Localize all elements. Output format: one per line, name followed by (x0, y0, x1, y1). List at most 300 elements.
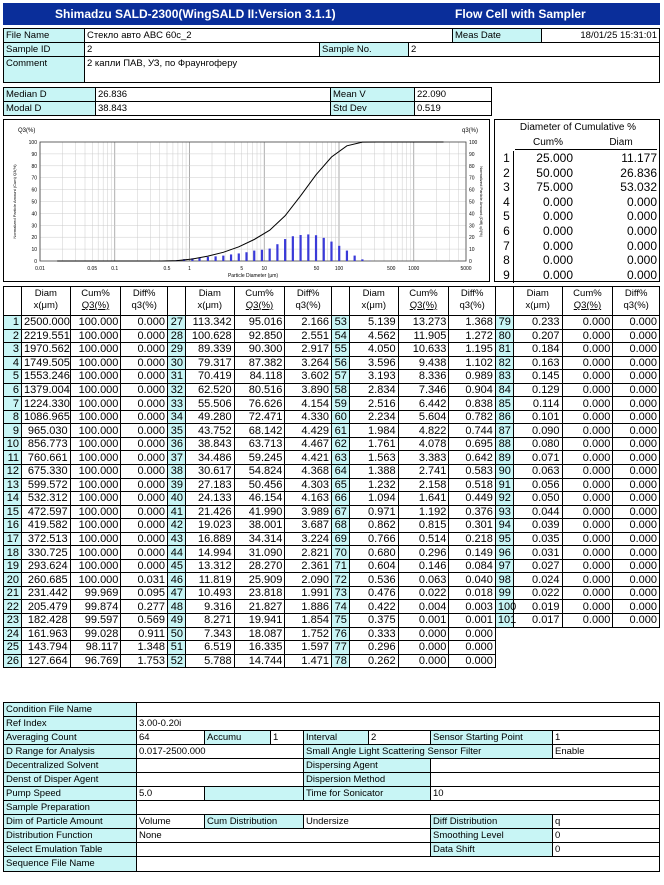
header-index-cell (495, 287, 513, 316)
row-differential: 4.303 (285, 478, 332, 492)
header-cum-label: Cum% (573, 288, 602, 299)
row-diameter: 27.183 (185, 478, 234, 492)
row-differential: 0.000 (613, 356, 660, 370)
row-index: 82 (495, 356, 513, 370)
cum-row-diameter: 0.000 (626, 253, 657, 268)
row-diameter: 0.233 (513, 316, 562, 330)
row-diameter: 675.330 (21, 465, 70, 479)
row-cumulative: 19.941 (234, 614, 285, 628)
row-differential: 0.000 (121, 478, 168, 492)
row-differential: 0.000 (613, 465, 660, 479)
header-diff-unit: q3(%) (295, 300, 321, 311)
row-diameter: 0.031 (513, 546, 562, 560)
row-cumulative: 6.442 (398, 397, 449, 411)
header-diff (121, 287, 168, 316)
cum-row-diameter: 11.177 (621, 151, 657, 165)
row-differential: 2.361 (285, 559, 332, 573)
d-range-label: D Range for Analysis (3, 744, 137, 759)
row-index: 97 (495, 559, 513, 573)
table-row (4, 505, 660, 519)
row-index: 54 (331, 329, 349, 343)
row-differential: 0.000 (613, 410, 660, 424)
row-differential: 0.000 (121, 519, 168, 533)
diff-bar (307, 234, 309, 261)
interval-label: Interval (303, 730, 369, 745)
row-index: 31 (167, 370, 185, 384)
accumu-value: 1 (270, 730, 304, 745)
diff-bar (346, 251, 348, 261)
row-diameter: 0.114 (513, 397, 562, 411)
row-index: 91 (495, 478, 513, 492)
ref-index-label: Ref Index (3, 716, 137, 731)
row-diameter: 419.582 (21, 519, 70, 533)
row-diameter: 0.766 (349, 532, 398, 546)
x-tick-label: 50 (313, 266, 320, 272)
diff-bar (269, 249, 271, 261)
row-index: 74 (331, 600, 349, 614)
row-differential: 0.084 (449, 559, 496, 573)
condition-file-value (136, 702, 660, 717)
row-cumulative: 0.063 (398, 573, 449, 587)
row-diameter: 2.234 (349, 410, 398, 424)
header-cum (562, 287, 613, 316)
cum-row-index: 4 (500, 195, 514, 210)
table-row (4, 654, 660, 668)
file-name-label: File Name (3, 28, 85, 43)
row-index: 6 (4, 383, 22, 397)
row-cumulative: 100.000 (70, 451, 121, 465)
interval-value: 2 (368, 730, 431, 745)
row-diameter (513, 641, 562, 655)
row-index: 89 (495, 451, 513, 465)
row-differential: 1.368 (449, 316, 496, 330)
median-d-label: Median D (3, 87, 96, 102)
row-diameter: 0.184 (513, 343, 562, 357)
header-cum-label: Cum% (81, 288, 110, 299)
row-diameter: 205.479 (21, 600, 70, 614)
row-diameter: 0.071 (513, 451, 562, 465)
denst-value (136, 772, 304, 787)
y-tick-label-left: 100 (28, 140, 37, 146)
table-row (4, 478, 660, 492)
row-index: 53 (331, 316, 349, 330)
header-diff-label: Diff% (296, 288, 320, 299)
row-diameter: 0.080 (513, 437, 562, 451)
cum-row-percent: 75.000 (536, 180, 573, 195)
row-cumulative: 0.000 (562, 600, 613, 614)
row-index: 2 (4, 329, 22, 343)
row-index: 11 (4, 451, 22, 465)
row-differential: 4.368 (285, 465, 332, 479)
row-cumulative: 0.000 (398, 654, 449, 668)
row-diameter: 127.664 (21, 654, 70, 668)
row-cumulative: 100.000 (70, 505, 121, 519)
sample-no-value: 2 (408, 42, 660, 57)
row-differential: 0.000 (121, 343, 168, 357)
diff-bar (238, 253, 240, 261)
distribution-chart (3, 119, 490, 282)
modal-d-label: Modal D (3, 101, 96, 116)
row-cumulative: 1.641 (398, 492, 449, 506)
header-cum-unit: Q3(%) (573, 300, 602, 311)
std-dev-label: Std Dev (330, 101, 415, 116)
mean-v-value: 22.090 (414, 87, 492, 102)
row-index: 24 (4, 627, 22, 641)
row-cumulative: 92.850 (234, 329, 285, 343)
row-index: 9 (4, 424, 22, 438)
row-index: 83 (495, 370, 513, 384)
row-diameter: 100.628 (185, 329, 234, 343)
header-cum-label: Cum% (409, 288, 438, 299)
modal-d-value: 38.843 (95, 101, 331, 116)
row-diameter: 24.133 (185, 492, 234, 506)
y-tick-label-right: 30 (469, 223, 475, 230)
row-cumulative: 0.000 (562, 478, 613, 492)
row-index: 41 (167, 505, 185, 519)
row-index: 86 (495, 410, 513, 424)
row-diameter: 0.063 (513, 465, 562, 479)
row-diameter: 70.419 (185, 370, 234, 384)
row-differential: 0.000 (613, 519, 660, 533)
condition-file-label: Condition File Name (3, 702, 137, 717)
row-index: 79 (495, 316, 513, 330)
row-cumulative: 76.626 (234, 397, 285, 411)
row-cumulative: 68.142 (234, 424, 285, 438)
row-index: 16 (4, 519, 22, 533)
table-row (4, 437, 660, 451)
row-cumulative: 100.000 (70, 410, 121, 424)
row-diameter: 0.101 (513, 410, 562, 424)
row-differential: 0.000 (121, 546, 168, 560)
row-diameter: 0.129 (513, 383, 562, 397)
row-differential: 3.602 (285, 370, 332, 384)
cum-table-row (495, 151, 661, 166)
row-differential: 0.000 (613, 559, 660, 573)
y-tick-label-right: 70 (469, 175, 475, 182)
row-cumulative: 13.273 (398, 316, 449, 330)
diam-col-header: Diam (609, 137, 633, 148)
row-differential: 0.000 (613, 424, 660, 438)
cum-distribution-value: Undersize (303, 814, 431, 829)
x-tick-label: 5000 (460, 266, 472, 272)
diff-distribution-label: Diff Distribution (430, 814, 553, 829)
x-tick-label: 0.5 (163, 266, 171, 272)
row-diameter: 0.296 (349, 641, 398, 655)
row-diameter: 55.506 (185, 397, 234, 411)
diff-bar (354, 256, 356, 261)
row-differential: 0.000 (613, 329, 660, 343)
row-cumulative: 90.300 (234, 343, 285, 357)
table-row (4, 627, 660, 641)
sample-id-label: Sample ID (3, 42, 85, 57)
sample-no-label: Sample No. (319, 42, 409, 57)
row-differential: 2.821 (285, 546, 332, 560)
row-differential: 0.911 (121, 627, 168, 641)
row-diameter: 1970.562 (21, 343, 70, 357)
std-dev-value: 0.519 (414, 101, 492, 116)
table-row (4, 370, 660, 384)
row-diameter: 472.597 (21, 505, 70, 519)
row-index: 45 (167, 559, 185, 573)
row-differential: 4.467 (285, 437, 332, 451)
row-differential: 0.000 (121, 329, 168, 343)
row-cumulative: 1.192 (398, 505, 449, 519)
row-differential: 0.000 (613, 546, 660, 560)
table-row (4, 492, 660, 506)
row-index (495, 654, 513, 668)
row-index: 10 (4, 437, 22, 451)
row-diameter: 19.023 (185, 519, 234, 533)
row-index: 12 (4, 465, 22, 479)
row-cumulative: 59.245 (234, 451, 285, 465)
row-index: 62 (331, 437, 349, 451)
x-tick-label: 0.01 (35, 266, 45, 272)
row-diameter: 13.312 (185, 559, 234, 573)
smoothing-level-value: 0 (552, 828, 660, 843)
header-index-cell (167, 287, 185, 316)
row-differential: 0.000 (121, 410, 168, 424)
x-tick-label: 0.05 (87, 266, 98, 272)
row-diameter: 293.624 (21, 559, 70, 573)
cum-row-index: 9 (500, 268, 514, 283)
row-diameter: 21.426 (185, 505, 234, 519)
cum-row-index: 2 (500, 166, 514, 181)
row-cumulative: 100.000 (70, 370, 121, 384)
table-row (4, 343, 660, 357)
decentralized-solvent-value (136, 758, 304, 773)
row-diameter: 1.761 (349, 437, 398, 451)
cumulative-diameter-table (494, 119, 660, 282)
row-diameter: 0.022 (513, 586, 562, 600)
header-cum-unit: Q3(%) (245, 300, 274, 311)
row-diameter: 1224.330 (21, 397, 70, 411)
row-index: 61 (331, 424, 349, 438)
row-differential: 0.000 (121, 451, 168, 465)
row-index (495, 641, 513, 655)
row-index: 78 (331, 654, 349, 668)
y-tick-label-right: 60 (469, 187, 475, 194)
row-cumulative: 98.117 (70, 641, 121, 655)
row-diameter: 38.843 (185, 437, 234, 451)
cum-row-percent: 0.000 (542, 209, 573, 224)
row-diameter: 3.596 (349, 356, 398, 370)
row-index: 87 (495, 424, 513, 438)
row-cumulative: 0.000 (562, 437, 613, 451)
averaging-count-label: Averaging Count (3, 730, 137, 745)
cum-table-row (495, 253, 661, 268)
dispersing-agent-label: Dispersing Agent (303, 758, 431, 773)
row-diameter: 0.019 (513, 600, 562, 614)
y-tick-label-left: 40 (31, 211, 37, 218)
row-differential: 0.000 (613, 451, 660, 465)
table-row (4, 532, 660, 546)
file-name-value: Стекло авто ABC 60c_2 (84, 28, 453, 43)
row-index: 70 (331, 546, 349, 560)
row-cumulative: 8.336 (398, 370, 449, 384)
row-differential: 0.000 (613, 397, 660, 411)
table-row (4, 383, 660, 397)
row-index: 95 (495, 532, 513, 546)
row-differential: 0.904 (449, 383, 496, 397)
y-tick-label-right: 10 (469, 247, 475, 254)
row-differential: 0.000 (613, 600, 660, 614)
cum-row-index: 6 (500, 224, 514, 239)
row-cumulative: 41.990 (234, 505, 285, 519)
row-cumulative: 87.382 (234, 356, 285, 370)
row-index: 58 (331, 383, 349, 397)
row-index: 13 (4, 478, 22, 492)
row-diameter: 0.333 (349, 627, 398, 641)
y-tick-label-left: 20 (31, 235, 37, 242)
row-cumulative: 0.001 (398, 614, 449, 628)
row-differential: 0.000 (613, 532, 660, 546)
header-diam-unit: x(μm) (361, 300, 386, 311)
median-d-value: 26.836 (95, 87, 331, 102)
row-index: 27 (167, 316, 185, 330)
row-differential: 0.018 (449, 586, 496, 600)
row-index: 21 (4, 586, 22, 600)
row-cumulative: 100.000 (70, 492, 121, 506)
row-cumulative: 100.000 (70, 559, 121, 573)
row-diameter: 1.563 (349, 451, 398, 465)
header-diam-unit: x(μm) (197, 300, 223, 311)
title-bar (3, 3, 660, 25)
row-index: 17 (4, 532, 22, 546)
row-index: 39 (167, 478, 185, 492)
cum-row-diameter: 0.000 (626, 194, 657, 209)
row-cumulative: 99.969 (70, 586, 121, 600)
row-diameter: 79.317 (185, 356, 234, 370)
y-tick-label-right: 0 (469, 259, 472, 265)
row-diameter: 1086.965 (21, 410, 70, 424)
right-axis-title: q3(%) (462, 128, 479, 134)
cum-row-percent: 0.000 (542, 224, 573, 238)
diff-bar (207, 257, 209, 261)
row-diameter: 0.056 (513, 478, 562, 492)
cum-row-percent: 0.000 (542, 267, 573, 282)
row-index: 48 (167, 600, 185, 614)
diff-bar (253, 251, 255, 261)
header-diff-unit: q3(%) (131, 300, 157, 311)
row-cumulative: 0.146 (398, 559, 449, 573)
row-cumulative: 0.000 (562, 532, 613, 546)
y-tick-label-right: 90 (469, 151, 475, 158)
row-differential: 1.272 (449, 329, 496, 343)
diff-bar (230, 254, 232, 261)
row-index: 26 (4, 654, 22, 668)
row-cumulative: 54.824 (234, 465, 285, 479)
row-differential: 0.000 (613, 492, 660, 506)
cum-table-row (495, 224, 661, 239)
row-differential: 0.277 (121, 600, 168, 614)
header-diam-label: Diam (526, 288, 549, 299)
row-differential (613, 641, 660, 655)
row-index: 36 (167, 437, 185, 451)
row-index: 5 (4, 370, 22, 384)
row-cumulative: 99.028 (70, 627, 121, 641)
row-cumulative: 0.000 (562, 397, 613, 411)
header-diff-unit: q3(%) (459, 300, 485, 311)
header-diff (613, 287, 660, 316)
dim-particle-label: Dim of Particle Amount (3, 814, 137, 829)
y-tick-label-right: 80 (469, 163, 475, 170)
row-differential: 1.991 (285, 586, 332, 600)
row-differential: 0.744 (449, 424, 496, 438)
row-differential (613, 627, 660, 641)
row-cumulative: 0.022 (398, 586, 449, 600)
row-diameter: 260.685 (21, 573, 70, 587)
sonicator-time-value: 10 (430, 786, 660, 801)
row-diameter: 0.262 (349, 654, 398, 668)
diff-bar (315, 235, 317, 261)
cum-row-index: 1 (500, 151, 514, 166)
row-differential (613, 654, 660, 668)
table-row (4, 586, 660, 600)
cum-row-diameter: 0.000 (626, 238, 657, 253)
row-diameter: 3.193 (349, 370, 398, 384)
cum-row-index: 7 (500, 239, 514, 254)
y-tick-label-left: 80 (31, 163, 37, 170)
row-diameter: 2.834 (349, 383, 398, 397)
row-diameter: 1.232 (349, 478, 398, 492)
row-cumulative: 96.769 (70, 654, 121, 668)
row-cumulative: 21.827 (234, 600, 285, 614)
row-cumulative: 14.744 (234, 654, 285, 668)
row-differential: 2.166 (285, 316, 332, 330)
row-differential: 1.597 (285, 641, 332, 655)
row-cumulative: 100.000 (70, 329, 121, 343)
row-index: 71 (331, 559, 349, 573)
row-diameter: 0.024 (513, 573, 562, 587)
dispersion-method-value (430, 772, 660, 787)
row-diameter: 161.963 (21, 627, 70, 641)
row-cumulative: 5.604 (398, 410, 449, 424)
row-differential: 0.000 (121, 559, 168, 573)
row-cumulative: 100.000 (70, 546, 121, 560)
row-diameter: 2219.551 (21, 329, 70, 343)
header-diam (21, 287, 70, 316)
row-cumulative: 0.000 (562, 614, 613, 628)
header-diam-label: Diam (198, 288, 221, 299)
row-cumulative: 0.004 (398, 600, 449, 614)
row-differential: 2.917 (285, 343, 332, 357)
pump-blank (204, 786, 304, 801)
row-cumulative: 95.016 (234, 316, 285, 330)
pump-speed-label: Pump Speed (3, 786, 137, 801)
row-cumulative: 0.000 (562, 410, 613, 424)
diff-bar (292, 236, 294, 261)
row-cumulative: 100.000 (70, 397, 121, 411)
row-differential: 2.090 (285, 573, 332, 587)
row-differential: 4.154 (285, 397, 332, 411)
row-index: 76 (331, 627, 349, 641)
row-cumulative: 2.741 (398, 465, 449, 479)
row-index: 28 (167, 329, 185, 343)
table-row (4, 451, 660, 465)
row-index: 77 (331, 641, 349, 655)
row-diameter: 0.090 (513, 424, 562, 438)
y-tick-label-right: 50 (469, 199, 475, 206)
row-diameter: 9.316 (185, 600, 234, 614)
cum-row-diameter: 53.032 (620, 180, 657, 195)
row-diameter: 8.271 (185, 614, 234, 628)
row-diameter: 532.312 (21, 492, 70, 506)
row-diameter: 6.519 (185, 641, 234, 655)
table-row (4, 519, 660, 533)
header-diff-label: Diff% (624, 288, 648, 299)
y-tick-label-left: 0 (34, 259, 37, 265)
header-diam (349, 287, 398, 316)
